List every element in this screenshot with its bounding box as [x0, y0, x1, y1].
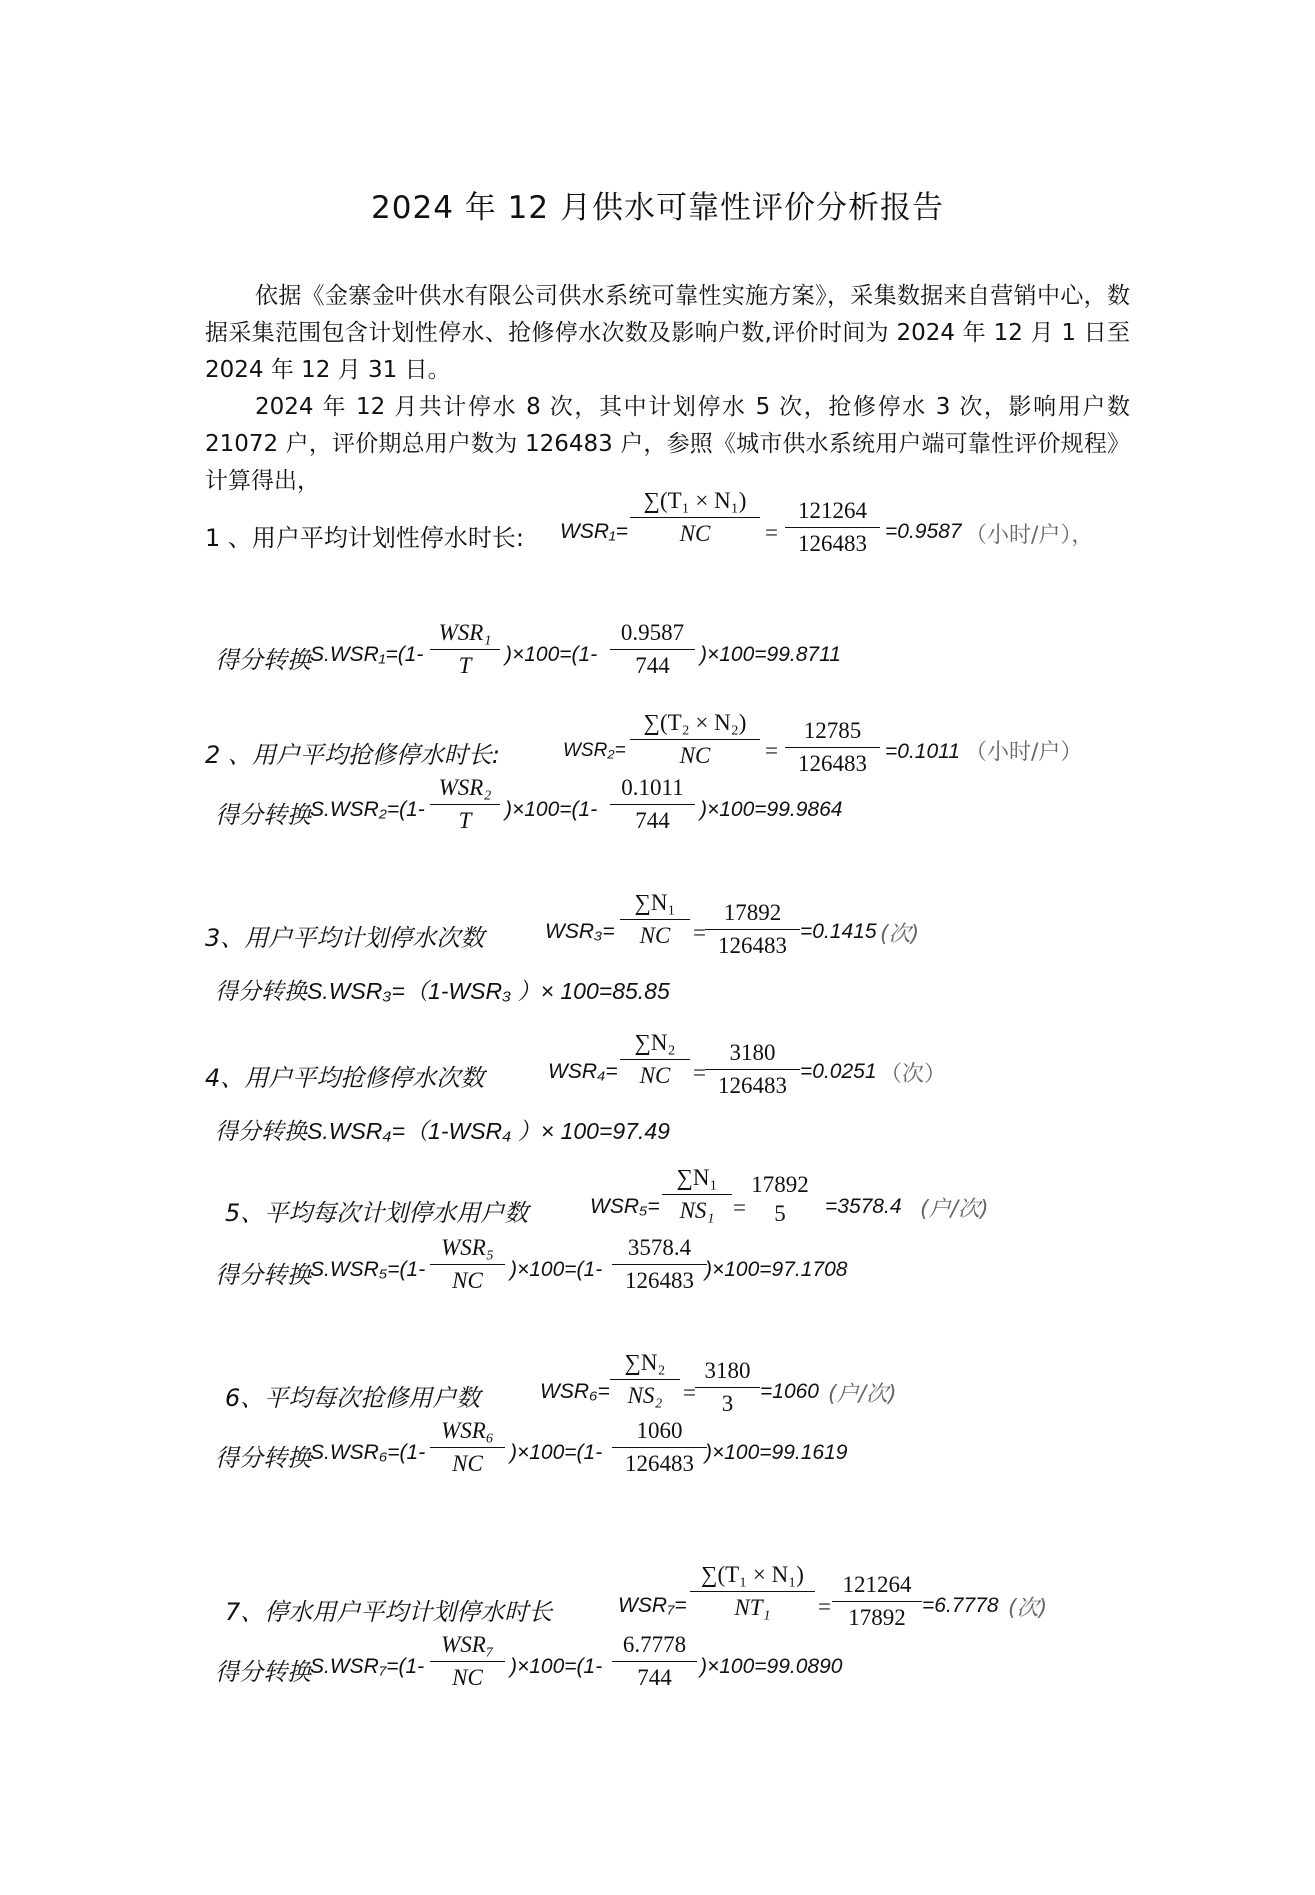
item-2-lhs: WSR₂= [563, 740, 626, 761]
item-7-lhs: WSR₇= [618, 1594, 687, 1617]
item-7-unit: (次) [1008, 1596, 1048, 1621]
item-5-score-mid: )×100=(1- [510, 1258, 603, 1281]
item-1-score-result: )×100=99.8711 [700, 643, 841, 666]
item-6-score-frac-1: WSR₆ NC [430, 1418, 505, 1477]
item-2-score-frac-1: WSR₂ T [430, 775, 500, 834]
item-3-lhs: WSR₃= [545, 920, 615, 943]
item-1-score-lhs: S.WSR₁=(1- [310, 643, 424, 666]
item-6-score-lhs: S.WSR₆=(1- [310, 1441, 426, 1464]
item-4-score: 得分转换S.WSR₄=（1-WSR₄ ）× 100=97.49 [215, 1118, 670, 1144]
item-5-unit: (户/次) [920, 1197, 989, 1222]
item-1-formula: ∑(T₁ × N₁) NC [630, 488, 760, 547]
item-2-score-mid: )×100=(1- [505, 798, 598, 821]
item-1-score-label: 得分转换 [215, 646, 311, 674]
item-5-label: 5、平均每次计划停水用户数 [225, 1199, 529, 1227]
item-2-score-lhs: S.WSR₂=(1- [310, 798, 425, 821]
item-2-formula: ∑(T₂ × N₂) NC [630, 710, 760, 769]
item-5-score-label: 得分转换 [215, 1261, 311, 1289]
item-3-result: =0.1415 [800, 920, 877, 943]
item-2-score-label: 得分转换 [215, 801, 311, 829]
item-7-fraction: 121264 17892 [832, 1572, 922, 1631]
item-5-score-frac-2: 3578.4 126483 [612, 1235, 707, 1294]
item-3-fraction: 17892 126483 [705, 900, 800, 959]
item-5-score-result: )×100=97.1708 [705, 1258, 848, 1281]
item-7-formula: ∑(T₁ × N₁) NT₁ [690, 1562, 815, 1621]
item-4-formula: ∑N₂ NC [620, 1030, 690, 1089]
item-1-label: 1 、用户平均计划性停水时长: [205, 524, 524, 552]
item-4-fraction: 3180 126483 [705, 1040, 800, 1099]
item-1-score-mid: )×100=(1- [505, 643, 598, 666]
item-5-result: =3578.4 [825, 1195, 902, 1218]
intro-paragraph-1: 依据《金寨金叶供水有限公司供水系统可靠性实施方案》，采集数据来自营销中心，数据采集范围包含计划性停水、抢修停水次数及影响户数,评价时间为 2024 年 12 月 1 日至 2024 年 12 月 31 日。 [205, 283, 1130, 383]
item-5-fraction: 17892 5 [751, 1172, 809, 1226]
intro-paragraph-2: 2024 年 12 月共计停水 8 次，其中计划停水 5 次，抢修停水 3 次，影响用户数 21072 户，评价期总用户数为 126483 户，参照《城市供水系统用户端可靠性评价规程》计算得出， [205, 394, 1130, 494]
item-4-label: 4、用户平均抢修停水次数 [205, 1064, 485, 1092]
item-6-unit: (户/次) [828, 1382, 897, 1407]
item-5-lhs: WSR₅= [590, 1195, 660, 1218]
item-7-score-result: )×100=99.0890 [700, 1655, 843, 1678]
item-6-score-label: 得分转换 [215, 1444, 311, 1472]
item-2-score-result: )×100=99.9864 [700, 798, 843, 821]
item-7-score-frac-1: WSR₇ NC [430, 1632, 505, 1691]
item-1-result: =0.9587 [885, 520, 962, 543]
item-4-unit: （次） [880, 1062, 947, 1087]
item-5-score-frac-1: WSR₅ NC [430, 1235, 505, 1294]
item-1-score-frac-2: 0.9587 744 [610, 620, 695, 679]
item-7-label: 7、停水用户平均计划停水时长 [225, 1598, 553, 1626]
intro-section [205, 278, 1130, 500]
item-5-score-lhs: S.WSR₅=(1- [310, 1258, 426, 1281]
item-6-score-result: )×100=99.1619 [705, 1441, 848, 1464]
page-title: 2024 年 12 月供水可靠性评价分析报告 [371, 190, 944, 226]
item-7-score-frac-2: 6.7778 744 [612, 1632, 697, 1691]
item-7-score-mid: )×100=(1- [510, 1655, 603, 1678]
item-4-lhs: WSR₄= [548, 1060, 618, 1083]
item-1-lhs: WSR₁= [560, 520, 628, 543]
item-7-score-label: 得分转换 [215, 1658, 311, 1686]
item-2-result: =0.1011 [885, 740, 960, 763]
item-7-score-lhs: S.WSR₇=(1- [310, 1655, 425, 1678]
item-2-unit: （小时/户） [965, 740, 1083, 765]
item-6-score-mid: )×100=(1- [510, 1441, 603, 1464]
item-1-fraction: 121264 126483 [785, 498, 880, 557]
item-7-result: =6.7778 [922, 1594, 999, 1617]
item-6-fraction: 3180 3 [695, 1358, 760, 1417]
item-6-formula: ∑N₂ NS₂ [610, 1350, 680, 1409]
item-3-score: 得分转换S.WSR₃=（1-WSR₃ ）× 100=85.85 [215, 978, 670, 1004]
item-6-lhs: WSR₆= [540, 1380, 610, 1403]
item-5-formula: ∑N₁ NS₁ [662, 1165, 732, 1224]
item-2-score-frac-2: 0.1011 744 [610, 775, 695, 834]
item-3-formula: ∑N₁ NC [620, 890, 690, 949]
item-2-fraction: 12785 126483 [785, 718, 880, 777]
item-6-result: =1060 [760, 1380, 819, 1403]
item-6-score-frac-2: 1060 126483 [612, 1418, 707, 1477]
item-1-score-frac-1: WSR₁ T [430, 620, 500, 679]
item-4-result: =0.0251 [800, 1060, 877, 1083]
item-1-unit: （小时/户）， [965, 523, 1094, 548]
item-2-label: 2 、用户平均抢修停水时长: [205, 741, 500, 769]
item-3-label: 3、用户平均计划停水次数 [205, 924, 485, 952]
item-6-label: 6、平均每次抢修用户数 [225, 1384, 481, 1412]
item-3-unit: (次) [880, 922, 920, 947]
